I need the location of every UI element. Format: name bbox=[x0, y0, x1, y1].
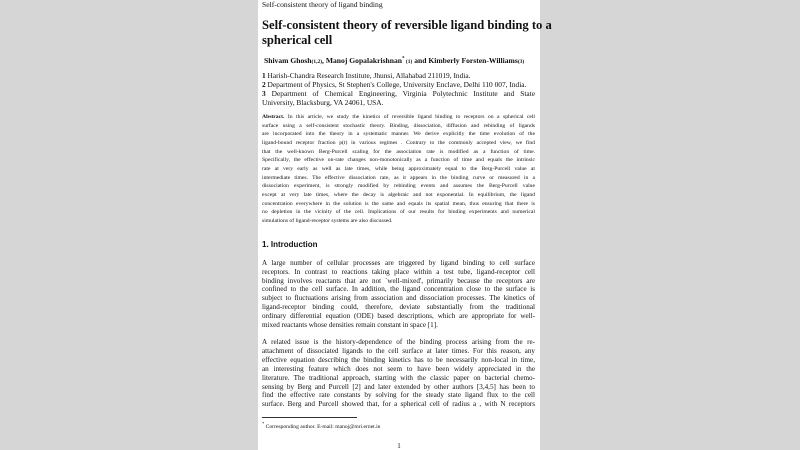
text-line: effective equation describing the binding kinetics has to be necessarily non-local in time, bbox=[262, 355, 535, 364]
section-heading: 1. Introduction bbox=[262, 240, 318, 249]
text-line: receptors. In contrast to reactions taking place within a test tube, ligand-receptor cell bbox=[262, 267, 535, 276]
text-line: ordinary differential equation (ODE) based descriptions, which are appropriate for well- bbox=[262, 311, 535, 320]
abstract-line: Specifically, the effective on-rate changes non-monotonically as a function of time and equals the intrinsic bbox=[262, 157, 535, 164]
author-name: Manoj Gopalakrishnan bbox=[325, 56, 402, 65]
abstract-line: intermediate times. The effective dissociation rate, as it appears in the binding curve or measured in a bbox=[262, 174, 535, 181]
footnote-divider bbox=[262, 417, 357, 418]
abstract-line: concentration everywhere in the solution is the same and equals its spatial mean, thus ensuring that there is bbox=[262, 200, 535, 207]
abstract-line: simulations of ligand-receptor systems are also discussed. bbox=[262, 217, 393, 224]
text-line: an interesting feature which does not seem to have been widely appreciated in the bbox=[262, 364, 535, 373]
affiliations bbox=[262, 71, 535, 107]
affiliation: 2 Department of Physics, St Stephen's College, University Enclave, Delhi 110 007, India. bbox=[262, 80, 527, 90]
author-list bbox=[262, 56, 537, 65]
affiliation: 1 Harish-Chandra Research Institute, Jhunsi, Allahabad 211019, India. bbox=[262, 71, 471, 80]
author-separator: and bbox=[412, 56, 429, 65]
title-line: Self-consistent theory of reversible ligand binding to a bbox=[262, 18, 552, 32]
text-line: ligand-receptor binding could, therefore, deviate substantially from the traditional bbox=[262, 302, 535, 311]
text-line: subject to fluctuations arising from association and dissociation processes. The kinetics of bbox=[262, 294, 535, 303]
abstract: Abstract. In this article, we study the kinetics of reversible ligand binding to receptors on a spherical cell surface using a self-consistent stochastic theory. Binding, dissociation, diffusion and rebinding of ligands are incorporated into the theory in a systematic manner. We derive explicitly the time evolution of the ligand-bound receptor fraction p(t) in various regimes . Contrary to the commonly accepted view, we find that the well-known Berg-Purcell scaling for the association rate is modified as a function of time. Specifically, the effective on-rate changes non-monotonically as a function of time and equals the intrinsic rate at very early as well as late times, while being approximately equal to the Berg-Purcell value at intermediate times. The effective dissociation rate, as it appears in the binding curve or measured in a dissociation experiment, is strongly modified by rebinding events and assumes the Berg-Purcell value except at very late times, where the decay is algebraic and not exponential. In equilibrium, the ligand concentration everywhere in the solution is the same and equals its spatial mean, thus ensuring that there is no depletion in the vicinity of the cell. Implications of our results for binding experiments and numerical simulations of ligand-receptor systems are also discussed. bbox=[262, 114, 535, 224]
abstract-line: are incorporated into the theory in a systematic manner. We derive explicitly the time evolution of the bbox=[262, 131, 535, 138]
text-line: literature. The traditional approach, starting with the classic paper on bacterial chemo- bbox=[262, 373, 535, 382]
text-line: A large number of cellular processes are triggered by ligand binding to cell surface bbox=[262, 259, 535, 267]
text-line: attachment of dissociated ligands to the cell surface at later times. For this reason, any bbox=[262, 346, 535, 355]
text-line: find the effective rate constants by solving for the steady state ligand flux to the cell bbox=[262, 391, 535, 400]
abstract-line: that the well-known Berg-Purcell scaling for the association rate is modified as a function of time. bbox=[262, 148, 535, 155]
abstract-line: except at very late times, where the decay is algebraic and not exponential. In equilibrium, the ligand bbox=[262, 191, 535, 198]
paragraph bbox=[262, 259, 535, 329]
footnote: * Corresponding author. E-mail: manoj@mri.ernet.in bbox=[262, 421, 381, 430]
page-number: 1 bbox=[397, 442, 401, 450]
author-affiliation-ref: (1) bbox=[404, 59, 413, 65]
affiliation: 3 Department of Chemical Engineering, Virginia Polytechnic Institute and State bbox=[262, 89, 535, 99]
text-line: mixed reactants whose densities remain constant in space [1]. bbox=[262, 320, 438, 329]
text-line: confined to the cell surface. In addition, the ligand concentration close to the surface is bbox=[262, 285, 535, 294]
author-name: Kimberly Forsten-Williams bbox=[428, 56, 518, 65]
paper-title bbox=[262, 18, 552, 47]
paragraph bbox=[262, 338, 535, 409]
author-affiliation-ref: (1,2) bbox=[311, 59, 323, 65]
text-line: binding involves reactants that are not `well-mixed', primarily because the receptors are bbox=[262, 276, 535, 285]
document-page bbox=[258, 0, 552, 450]
title-line: spherical cell bbox=[262, 32, 333, 47]
author-separator: , bbox=[322, 56, 326, 65]
author-affiliation-ref: (3) bbox=[517, 59, 525, 65]
abstract-line: rate at very early as well as late times, while being approximately equal to the Berg-Purcell value at bbox=[262, 165, 535, 172]
abstract-line: dissociation experiment, is strongly modified by rebinding events and assumes the Berg-Purcell value bbox=[262, 183, 535, 190]
text-line: sensing by Berg and Purcell [2] and later extended by other authors [3,4,5] has been to bbox=[262, 382, 535, 391]
abstract-line: surface using a self-consistent stochastic theory. Binding, dissociation, diffusion and rebinding of ligands bbox=[262, 122, 535, 129]
abstract-line: ligand-bound receptor fraction p(t) in various regimes . Contrary to the commonly accepted view, we find bbox=[262, 139, 535, 146]
text-line: surface. Berg and Purcell showed that, for a spherical cell of radius a , with N receptors bbox=[262, 400, 535, 409]
corresponding-mark: * bbox=[402, 56, 405, 62]
text-line: A related issue is the history-dependence of the binding process arising from the re- bbox=[262, 338, 535, 346]
author-name: Shivam Ghosh bbox=[264, 56, 312, 65]
running-header: Self-consistent theory of ligand binding bbox=[262, 0, 383, 9]
affiliation-continued: University, Blacksburg, VA 24061, USA. bbox=[262, 98, 384, 108]
abstract-label: Abstract. bbox=[262, 114, 285, 120]
abstract-line: no depletion in the vicinity of the cell. Implications of our results for binding experiments and numerical bbox=[262, 209, 535, 216]
